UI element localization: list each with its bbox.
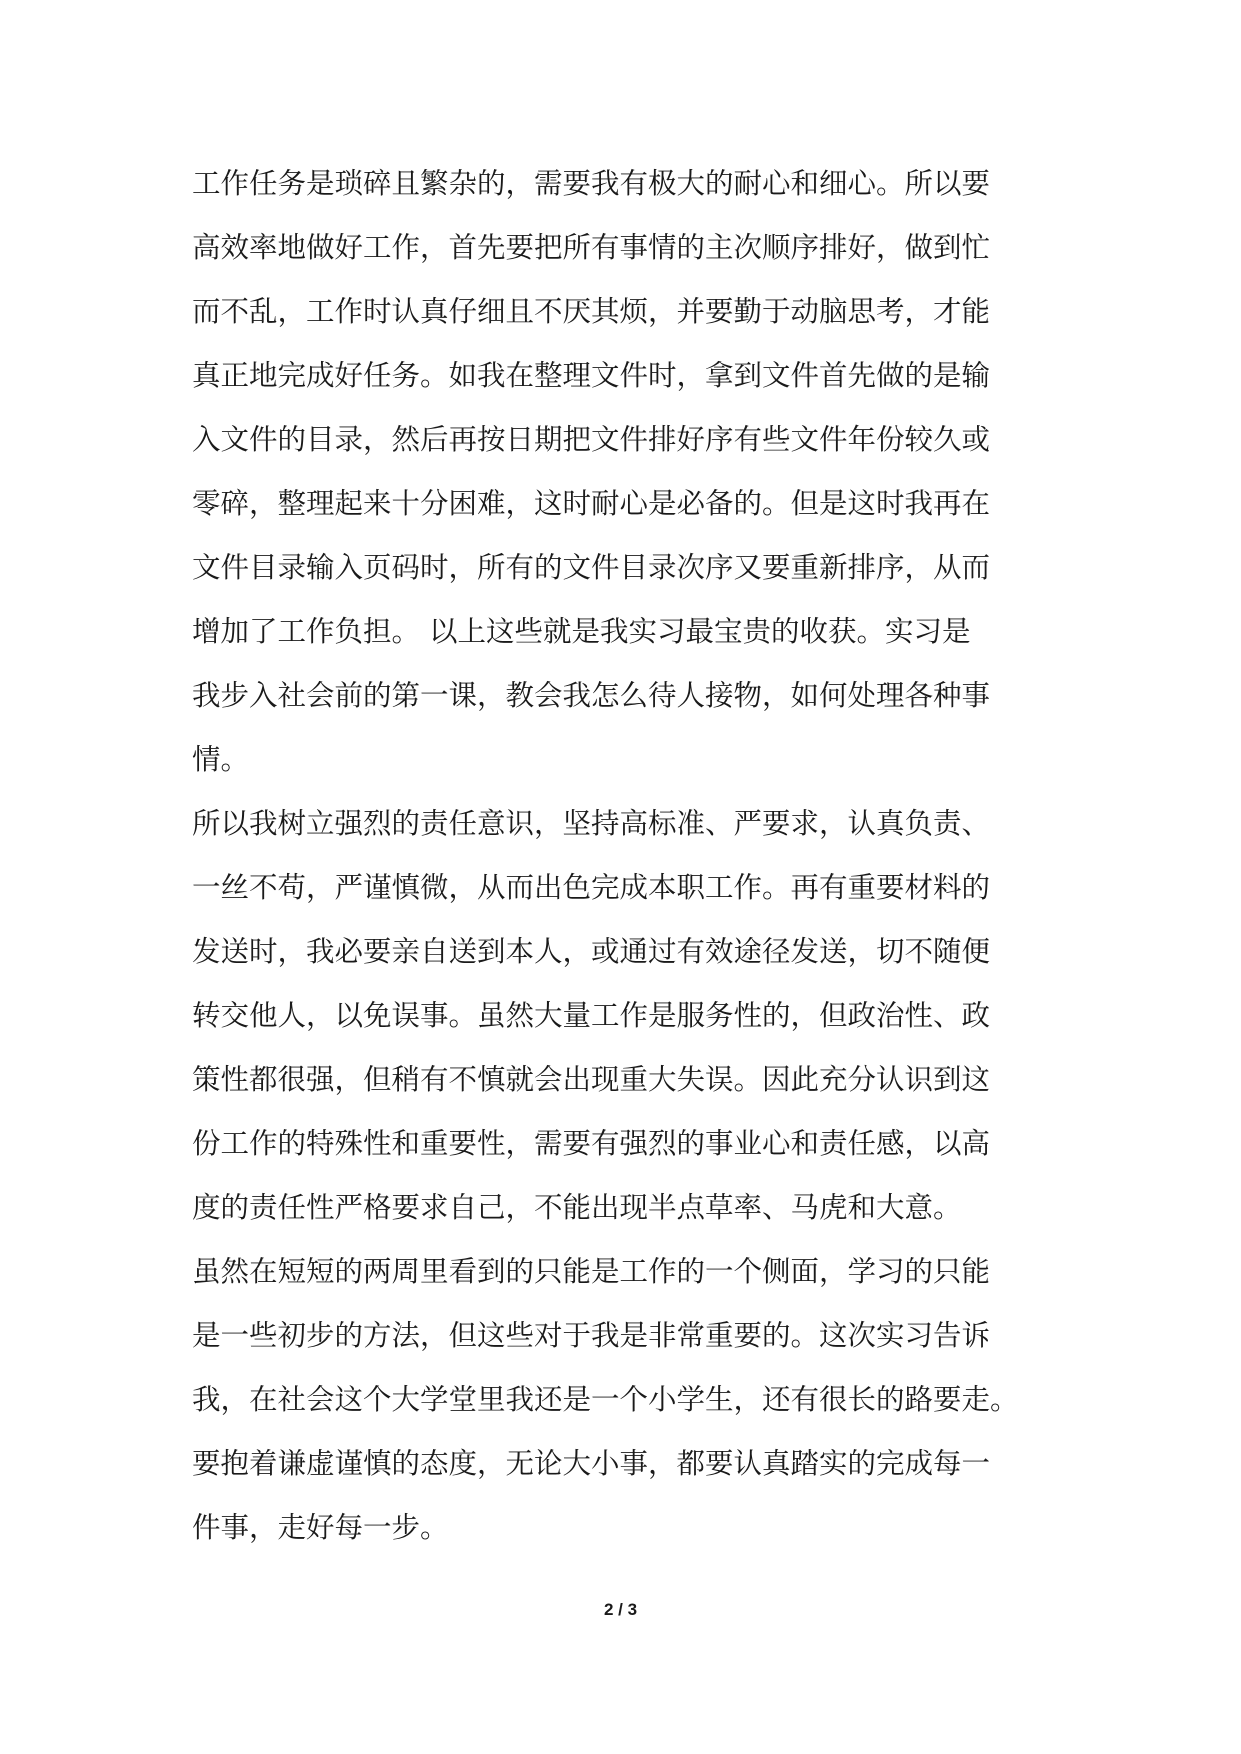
text-line: 文件目录输入页码时，所有的文件目录次序又要重新排序，从而 — [192, 551, 991, 584]
text-line: 而不乱，工作时认真仔细且不厌其烦，并要勤于动脑思考，才能 — [192, 295, 991, 328]
body-text — [192, 152, 1062, 1560]
text-line: 策性都很强，但稍有不慎就会出现重大失误。因此充分认识到这 — [192, 1063, 991, 1096]
text-line: 我，在社会这个大学堂里我还是一个小学生，还有很长的路要走。 — [192, 1383, 1019, 1416]
text-line: 我步入社会前的第一课，教会我怎么待人接物，如何处理各种事 — [192, 679, 991, 712]
text-line: 是一些初步的方法，但这些对于我是非常重要的。这次实习告诉 — [192, 1319, 991, 1352]
text-line: 所以我树立强烈的责任意识，坚持高标准、严要求，认真负责、 — [192, 807, 991, 840]
page-number: 2 / 3 — [603, 1600, 638, 1619]
text-line: 真正地完成好任务。如我在整理文件时，拿到文件首先做的是输 — [192, 359, 991, 392]
text-line: 虽然在短短的两周里看到的只能是工作的一个侧面，学习的只能 — [192, 1255, 991, 1288]
text-line: 转交他人，以免误事。虽然大量工作是服务性的，但政治性、政 — [192, 999, 991, 1032]
text-line: 发送时，我必要亲自送到本人，或通过有效途径发送，切不随便 — [192, 935, 991, 968]
text-line: 份工作的特殊性和重要性，需要有强烈的事业心和责任感，以高 — [192, 1127, 991, 1160]
text-line: 度的责任性严格要求自己，不能出现半点草率、马虎和大意。 — [192, 1191, 962, 1224]
text-line: 情。 — [192, 743, 250, 776]
text-line: 增加了工作负担。 以上这些就是我实习最宝贵的收获。实习是 — [192, 615, 971, 648]
text-line: 零碎，整理起来十分困难，这时耐心是必备的。但是这时我再在 — [192, 487, 991, 520]
text-line: 要抱着谦虚谨慎的态度，无论大小事，都要认真踏实的完成每一 — [192, 1447, 991, 1480]
text-line: 入文件的目录，然后再按日期把文件排好序有些文件年份较久或 — [192, 423, 991, 456]
text-line: 高效率地做好工作，首先要把所有事情的主次顺序排好，做到忙 — [192, 231, 991, 264]
text-line: 工作任务是琐碎且繁杂的，需要我有极大的耐心和细心。所以要 — [192, 167, 991, 200]
text-line: 一丝不苟，严谨慎微，从而出色完成本职工作。再有重要材料的 — [192, 871, 991, 904]
text-line: 件事，走好每一步。 — [192, 1511, 449, 1544]
